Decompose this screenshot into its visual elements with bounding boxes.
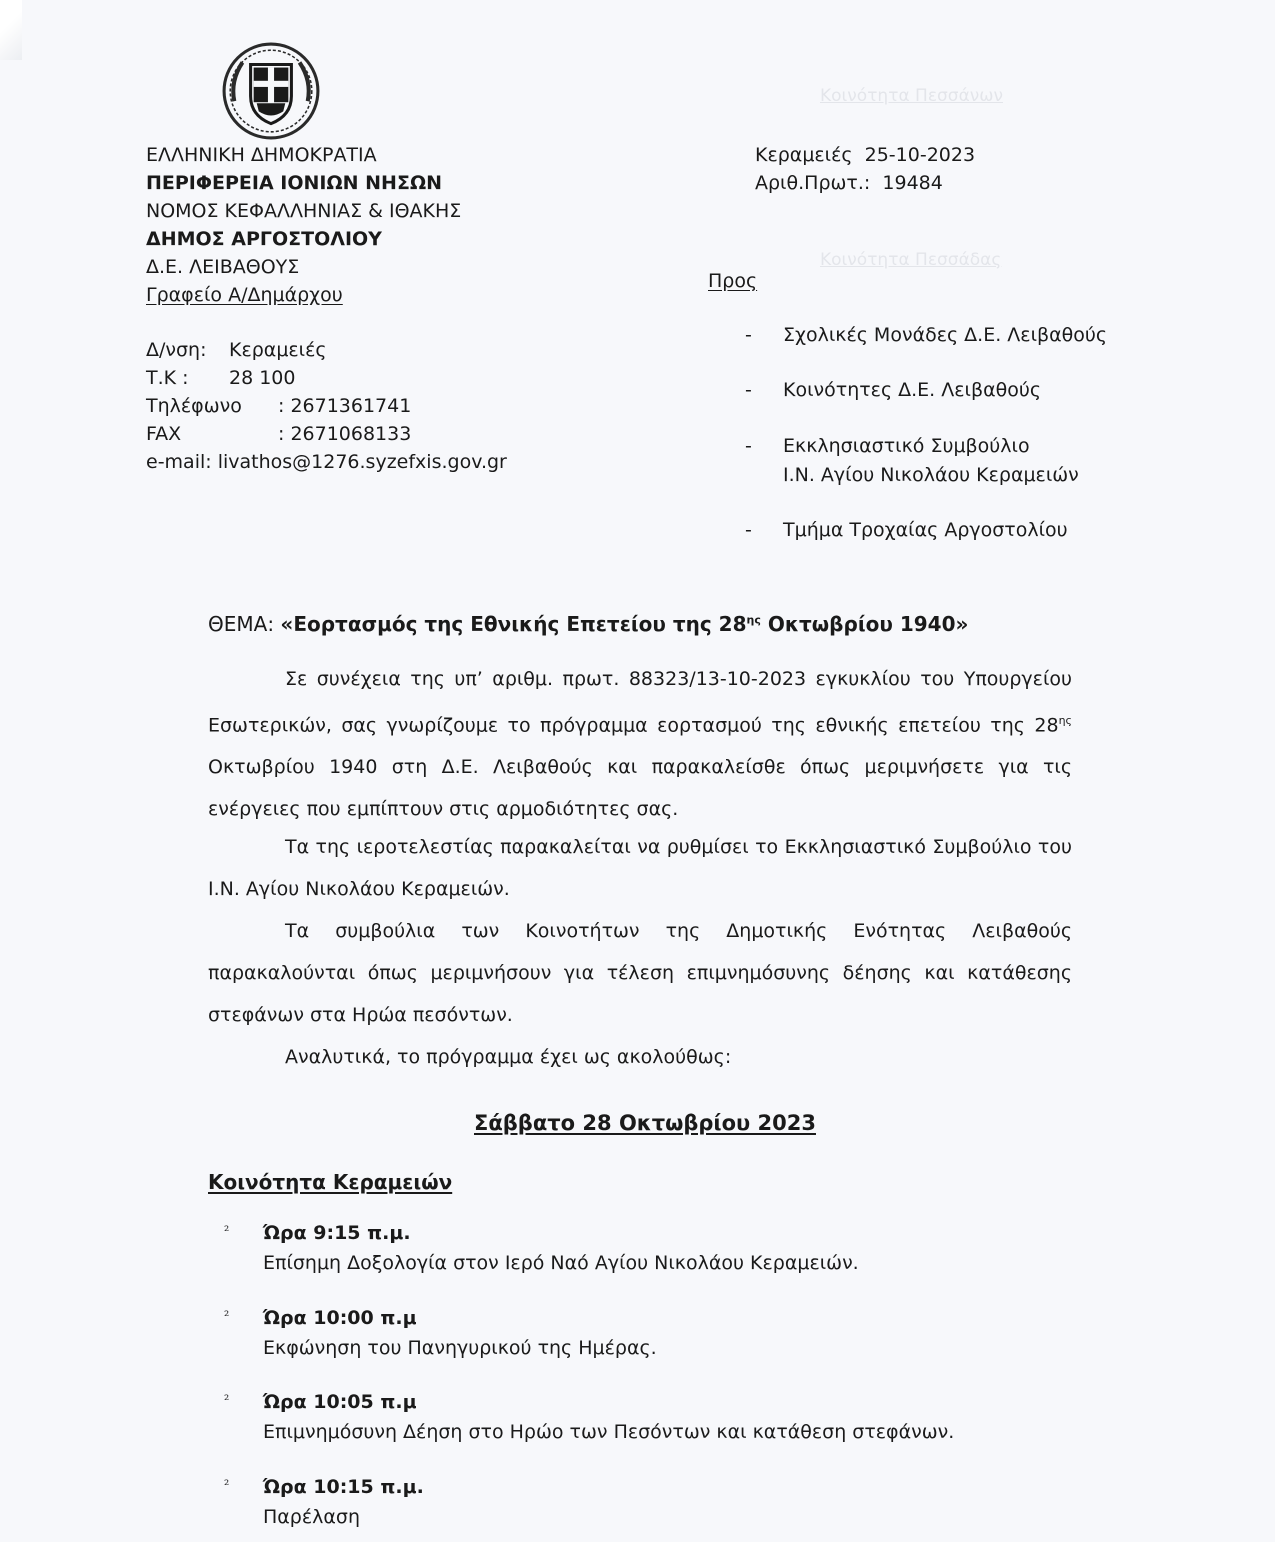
document-date: 25-10-2023 <box>864 144 976 166</box>
phone-label: Τηλέφωνο <box>146 395 242 417</box>
recipient-name: Σχολικές Μονάδες Δ.Ε. Λειβαθούς <box>783 324 1108 346</box>
office-name: Γραφείο Α/Δημάρχου <box>146 284 343 306</box>
recipient-name: Τμήμα Τροχαίας Αργοστολίου <box>783 519 1068 541</box>
protocol-number: 19484 <box>882 172 943 194</box>
community-heading: Κοινότητα Κεραμειών <box>208 1170 453 1194</box>
event-time: Ώρα 10:15 π.μ. <box>263 1476 424 1498</box>
document-page: Κοινότητα Πεσσάνων Κοινότητα Πεσσάδας ΕΛΛΗΝΙΚΗ ΔΗΜΟΚΡΑΤΙΑ ΠΕΡΙΦΕΡΕΙΑ ΙΟΝΙΩΝ ΝΗΣΩΝ ΝΟΜΟΣ ΚΕΦΑΛΛΗΝΙΑΣ & ΙΘΑΚΗΣ ΔΗΜΟΣ ΑΡΓΟΣΤΟΛΙΟΥ Δ.Ε. ΛΕΙΒΑΘΟΥΣ Γραφείο Α/Δημάρχου Δ/νση: Κεραμειές Τ.Κ : 28 100 Τηλέφωνο : 2671361741 FAX : 2671068133 e-mail: livathos@1276.syzefxis.gov.gr Κεραμειές 25-10-2023 Αριθ.Πρωτ.: 19484 Προς - Σχολικές Μονάδες Δ.Ε. Λειβαθούς - Κοινότητες Δ.Ε. Λειβαθούς - Εκκλησιαστικό Συμβούλιο Ι.Ν. Αγίου Νικολάου Κεραμειών - Τμήμα Τροχαίας Αργοστολίου ΘΕΜΑ: «Εορτασμός της Εθνικής Επετείου της $28^{\eta\varsigma}$ Οκτωβρίου 1940» Σε συνέχεια της υπ’ αριθμ. πρωτ. 88323/13-10-2023 εγκυκλίου του Υπουργείου Εσωτερικών, σας γνωρίζουμε το πρόγραμμα εορτασμού της εθνικής επετείου της $28^{\eta\varsigma}$ Οκτωβρίου 1940 στη Δ.Ε. Λειβαθούς και παρακαλείσθε όπως μεριμνήσετε για τις ενέργειες που εμπίπτουν στις αρμοδιότητες σας. Τα της ιεροτελεστίας παρακαλείται να ρυθμίσει το Εκκλησιαστικό Συμβούλιο του Ι.Ν. Αγίου Νικολάου Κεραμειών. Τα συμβούλια των Κοινοτήτων της Δημοτικής Ενότητας Λειβαθούς παρακαλούνται όπως μεριμνήσουν για τέλεση επιμνημόσυνης δέησης και κατάθεσης στεφάνων στα Ηρώα πεσόντων. Αναλυτικά, το πρόγραμμα έχει ως ακολούθως: Σάββατο 28 Οκτωβρίου 2023 Κοινότητα Κεραμειών ² Ώρα 9:15 π.μ. Επίσημη Δοξολογία στον Ιερό Ναό Αγίου Νικολάου Κεραμειών. ² Ώρα 10:00 π.μ Εκφώνηση του Πανηγυρικού της Ημέρας. ² Ώρα 10:05 π.μ Επιμνημόσυνη Δέηση στο Ηρώο των Πεσόντων και κατάθεση στεφάνων. ² Ώρα 10:15 π.μ. Παρέλαση <box>0 0 1275 1542</box>
prefecture-name: ΝΟΜΟΣ ΚΕΦΑΛΛΗΝΙΑΣ & ΙΘΑΚΗΣ <box>146 200 462 222</box>
zip-label: Τ.Κ : <box>146 367 189 389</box>
contact-details <box>146 336 507 476</box>
body-paragraph-3: Τα συμβούλια των Κοινοτήτων της Δημοτικής Ενότητας Λειβαθούς παρακαλούνται όπως μεριμνήσουν για τέλεση επιμνημόσυνης δέησης και κατάθεσης στεφάνων στα Ηρώα πεσόντων. <box>208 920 1072 1026</box>
event-description: Εκφώνηση του Πανηγυρικού της Ημέρας. <box>263 1337 657 1359</box>
event-time: Ώρα 9:15 π.μ. <box>263 1222 411 1244</box>
email-address: e-mail: livathos@1276.syzefxis.gov.gr <box>146 451 507 473</box>
body-paragraph-4: Αναλυτικά, το πρόγραμμα έχει ως ακολούθως: <box>285 1046 732 1068</box>
municipal-unit-name: Δ.Ε. ΛΕΙΒΑΘΟΥΣ <box>146 256 300 278</box>
document-meta <box>755 141 975 197</box>
recipient-name: Κοινότητες Δ.Ε. Λειβαθούς <box>783 379 1041 401</box>
body-paragraph-2: Τα της ιεροτελεστίας παρακαλείται να ρυθμίσει το Εκκλησιαστικό Συμβούλιο του Ι.Ν. Αγίου Νικολάου Κεραμειών. <box>208 836 1072 900</box>
region-name: ΠΕΡΙΦΕΡΕΙΑ ΙΟΝΙΩΝ ΝΗΣΩΝ <box>146 172 442 194</box>
protocol-label: Αριθ.Πρωτ.: <box>755 172 871 194</box>
event-description: Επιμνημόσυνη Δέηση στο Ηρώο των Πεσόντων και κατάθεση στεφάνων. <box>263 1421 955 1443</box>
recipient-name: Εκκλησιαστικό Συμβούλιο <box>783 435 1030 457</box>
event-time: Ώρα 10:00 π.μ <box>263 1307 417 1329</box>
sender-header <box>146 141 461 309</box>
republic-name: ΕΛΛΗΝΙΚΗ ΔΗΜΟΚΡΑΤΙΑ <box>146 144 377 166</box>
page-corner-fold <box>0 0 22 60</box>
subject-text: «Εορτασμός της Εθνικής Επετείου της $28^{\eta\varsigma}$ Οκτωβρίου 1940» <box>280 612 969 636</box>
address-label: Δ/νση: <box>146 339 207 361</box>
show-through-text: Κοινότητα Πεσσάνων <box>820 86 1004 106</box>
zip-value: 28 100 <box>229 367 296 389</box>
show-through-text: Κοινότητα Πεσσάδας <box>820 250 1002 270</box>
event-description: Παρέλαση <box>263 1506 360 1528</box>
subject-line <box>208 612 968 636</box>
recipients-heading: Προς <box>708 270 758 292</box>
greek-republic-emblem <box>220 40 322 142</box>
fax-value: : 2671068133 <box>278 423 412 445</box>
phone-value: : 2671361741 <box>278 395 412 417</box>
fax-label: FAX <box>146 423 182 445</box>
program-date-heading: Σάββατο 28 Οκτωβρίου 2023 <box>474 1111 816 1135</box>
place-label: Κεραμειές <box>755 144 853 166</box>
address-value: Κεραμειές <box>229 339 327 361</box>
event-time: Ώρα 10:05 π.μ <box>263 1391 417 1413</box>
municipality-name: ΔΗΜΟΣ ΑΡΓΟΣΤΟΛΙΟΥ <box>146 228 382 250</box>
recipient-name-line2: Ι.Ν. Αγίου Νικολάου Κεραμειών <box>783 464 1079 486</box>
event-description: Επίσημη Δοξολογία στον Ιερό Ναό Αγίου Νικολάου Κεραμειών. <box>263 1252 859 1274</box>
subject-label: ΘΕΜΑ: <box>208 612 275 636</box>
body-paragraph-1: Σε συνέχεια της υπ’ αριθμ. πρωτ. 88323/13-10-2023 εγκυκλίου του Υπουργείου Εσωτερικών, σας γνωρίζουμε το πρόγραμμα εορτασμού της εθνικής επετείου της $28^{\eta\varsigma}$ Οκτωβρίου 1940 στη Δ.Ε. Λειβαθούς και παρακαλείσθε όπως μεριμνήσετε για τις ενέργειες που εμπίπτουν στις αρμοδιότητες σας. <box>208 668 1072 821</box>
